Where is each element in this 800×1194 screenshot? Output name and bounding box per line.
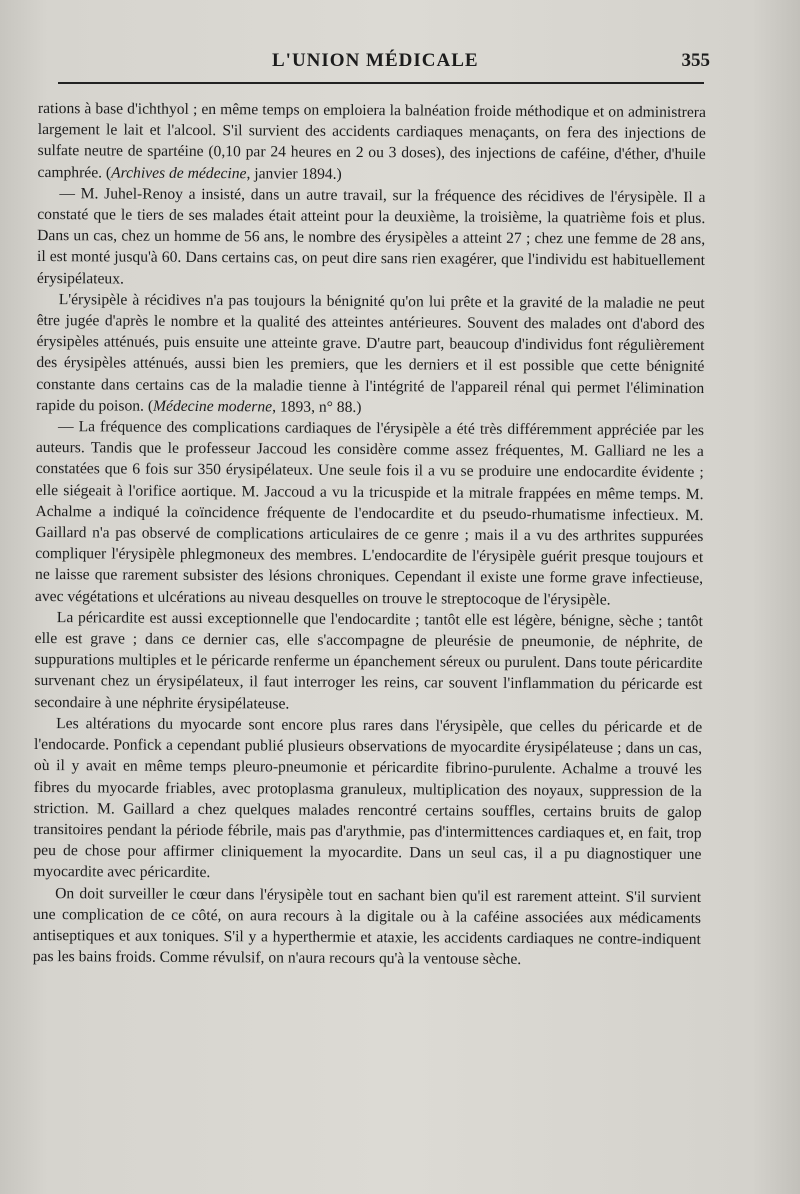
running-head <box>40 42 710 72</box>
header-rule <box>58 82 704 84</box>
text-segment: La péricardite est aussi exceptionnelle que l'endocardite ; tantôt elle est légère, bénigne, sèche ; tantôt elle est grave ; dans ce dernier cas, elle s'accompagne de pleurésie de pneumonie, de néphrite, de suppurations multiples et le péricarde renferme un épanchement séreux ou purulent. Dans toute péricardite survenant chez un érysipélateux, il faut interroger les reins, car souvent l'inflammation du péricarde est secondaire à une néphrite érysipélateuse. <box>34 608 703 713</box>
text-segment: , janvier 1894.) <box>246 164 342 183</box>
text-segment: Les altérations du myocarde sont encore plus rares dans l'érysipèle, que celles du péricarde et de l'endocarde. Ponfick a cependant publié plusieurs observations de myocardite érysipélateuse ; dans un cas, où il y avait en même temps pleuro-pneumonie et péricardite fibrino-purulente. Achalme a trouvé les fibres du myocarde friables, avec protoplasma granuleux, multiplication des noyaux, suppression de la striction. M. Gaillard a chez quelques malades rencontré certains souffles, certains bruits de galop transitoires pendant la période fébrile, mais pas d'arythmie, pas d'intermittences cardiaques et, en fait, trop peu de chose pour affirmer cliniquement la myocardite. Dans un seul cas, il a pu diagnostiquer une myocardite avec péricardite. <box>33 715 703 882</box>
paragraph-surveiller-coeur <box>33 883 702 972</box>
paragraph-pericardite <box>34 607 703 717</box>
paragraph-myocarde <box>33 713 702 887</box>
paragraph-complications-cardiaques <box>35 416 704 611</box>
paragraph-recidives <box>36 289 705 420</box>
citation-italic: Médecine moderne <box>153 397 273 416</box>
text-segment: , 1893, n° 88.) <box>272 398 362 416</box>
text-segment: On doit surveiller le cœur dans l'érysipèle tout en sachant bien qu'il est rarement atteint. S'il survient une complication de ce côté, on aura recours à la digitale ou à la caféine associées aux médicaments antiseptiques et aux toniques. S'il y a hyperthermie et ataxie, les accidents cardiaques ne contre-indiquent pas les bains froids. Comme révulsif, on n'aura recours qu'à la ventouse sèche. <box>32 884 702 969</box>
page-number: 355 <box>681 50 710 71</box>
journal-title: L'UNION MÉDICALE <box>272 50 479 71</box>
citation-italic: Archives de médecine <box>111 164 247 182</box>
text-segment: — M. Juhel-Renoy a insisté, dans un autre travail, sur la fréquence des récidives de l'érysipèle. Il a constaté que le tiers de ses malades était atteint pour la deuxième, la troisième, la quatrième fois et plus. Dans un cas, chez un homme de 56 ans, le nombre des érysipèles a atteint 27 ; chez une femme de 28 ans, il est monté jusqu'à 60. Dans certains cas, on peut dire sans rien exagérer, que l'individu est habituellement érysipélateux. <box>36 184 706 288</box>
text-segment: — La fréquence des complications cardiaques de l'érysipèle a été très différemment appréciée par les auteurs. Tandis que le professeur Jaccoud les considère comme assez fréquentes, M. Galliard ne les a constatées que 6 fois sur 350 érysipélateux. Une seule fois il a vu se produire une endocardite évidente ; elle siégeait à l'orifice aortique. M. Jaccoud a vu la tricuspide et la mitrale frappées en même temps. M. Achalme a indiqué la coïncidence fréquente de l'endocardite et du pseudo-rhumatisme infectieux. M. Gaillard n'a pas observé de complications articulaires de ce genre ; mais il a vu des arthrites suppurées compliquer l'érysipèle phlegmoneux des membres. L'endocardite de l'érysipèle guérit presque toujours et ne laisse que rarement subsister des lésions chroniques. Cependant il existe une forme grave infectieuse, avec végétations et ulcérations au niveau desquelles on trouve le streptocoque de l'érysipèle. <box>34 418 705 609</box>
paragraph-ichthyol-treatment <box>37 98 706 187</box>
article-body <box>33 98 706 971</box>
text-segment: L'érysipèle à récidives n'a pas toujours la bénignité qu'on lui prête et la gravité de la maladie ne peut être jugée d'après le nombre et la qualité des atteintes antérieures. Souvent des malades ont d'abord des érysipèles atténués, puis ensuite une atteinte grave. D'autre part, beaucoup d'individus font régulièrement des érysipèles atténués, aussi bien les premiers, que les derniers et il est possible que cette bénignité constante dans certains cas de la maladie tienne à l'intégrité de l'appareil rénal qui permet l'élimination rapide du poison. ( <box>36 290 705 415</box>
text-segment: rations à base d'ichthyol ; en même temps on emploiera la balnéation froide méthodique et on administrera largement le lait et l'alcool. S'il survient des accidents cardiaques menaçants, on fera des injections de sulfate neutre de spartéine (0,10 par 24 heures en 2 ou 3 doses), des injections de caféine, d'éther, d'huile camphrée. ( <box>37 99 706 182</box>
paragraph-juhel-renoy <box>37 183 706 293</box>
